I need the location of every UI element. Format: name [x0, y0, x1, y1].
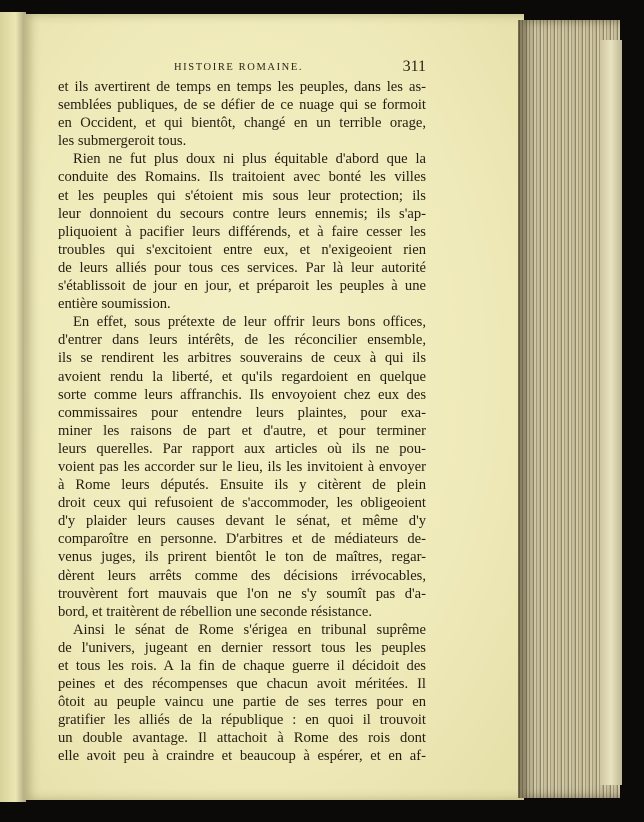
text-line: venus juges, ils prirent bientôt le ton de maîtres, regar- [58, 549, 426, 566]
text-line: bord, et traitèrent de rébellion une seconde résistance. [58, 603, 373, 620]
text-line: et tous les rois. A la fin de chaque guerre il décidoit des [58, 658, 426, 674]
text-line: ôtoit au peuple vaincu une partie de ses terres pour en [58, 694, 426, 711]
text-line: pliquoient à pacifier leurs différends, et à faire cesser les [58, 223, 426, 240]
page-number: 311 [402, 58, 426, 75]
text-line: et ils avertirent de temps en temps les peuples, dans les as- [58, 79, 426, 95]
facing-page-edge [0, 12, 26, 802]
text-line: comparoître en personne. D'arbitres et de médiateurs de- [58, 531, 426, 548]
running-title: HISTOIRE ROMAINE. [174, 62, 304, 73]
text-line: sorte comme leurs affranchis. Ils envoyoient chez eux des [58, 386, 426, 403]
text-line: semblées publiques, de se défier de ce nuage qui se formoit [58, 97, 426, 114]
text-line: de l'univers, jugeant en dernier ressort tous les peuples [58, 639, 426, 656]
text-line: leurs querelles. Par rapport aux articles où ils ne pou- [58, 440, 426, 457]
text-line: d'y plaider leurs causes devant le sénat, et même d'y [58, 513, 426, 530]
text-line: En effet, sous prétexte de leur offrir leurs bons offices, [73, 314, 426, 331]
text-line: gratifier les alliés de la république : en quoi il trouvoit [58, 712, 426, 729]
text-line: trouvèrent fort mauvais que l'on ne s'y soumît pas d'a- [58, 585, 426, 602]
text-line: commissaires pour entendre leurs plaintes, pour exa- [58, 404, 426, 421]
page-header [58, 58, 426, 78]
text-line: troubles qui s'excitoient entre eux, et n'exigeoient rien [58, 241, 426, 258]
text-line: peines et des récompenses que chacun avoit méritées. Il [58, 676, 426, 693]
text-line: à Rome leurs députés. Ensuite ils y citèrent de plein [58, 477, 426, 494]
text-line: dèrent leurs arrêts comme des décisions irrévocables, [58, 567, 426, 584]
text-line: voient pas les accorder sur le lieu, ils les invitoient à envoyer [58, 458, 426, 475]
text-line: avoient rendu la liberté, et qu'ils regardoient en quelque [58, 368, 426, 385]
text-line: miner les raisons de part et d'autre, et pour terminer [58, 422, 426, 439]
text-line: entière soumission. [58, 296, 171, 313]
text-line: les submergeroit tous. [58, 133, 187, 150]
text-line: et les peuples qui s'étoient mis sous leur protection; ils [58, 187, 426, 204]
text-line: leur donnoient du secours contre leurs ennemis; ils s'ap- [58, 205, 426, 222]
text-line: Ainsi le sénat de Rome s'érigea en tribunal suprême [73, 621, 426, 638]
text-line: elle avoit peu à craindre et beaucoup à espérer, et en af- [58, 748, 426, 765]
text-line: en Occident, et qui bientôt, changé en un terrible orage, [58, 115, 426, 132]
text-line: de leurs alliés pour tous ces services. Par là leur autorité [58, 259, 426, 276]
text-line: Rien ne fut plus doux ni plus équitable d'abord que la [73, 151, 426, 168]
text-line: droit ceux qui refusoient de s'accommoder, les obligeoient [58, 495, 426, 512]
text-line: ils se rendirent les arbitres souverains de ceux à qui ils [58, 350, 426, 367]
page-block-edges-outer [600, 40, 622, 785]
text-line: un double avantage. Il attachoit à Rome des rois dont [58, 730, 426, 747]
text-line: s'établissoit de jour en jour, et préparoit les peuples à une [58, 278, 426, 295]
text-line: d'entrer dans leurs intérêts, de les réconcilier ensemble, [58, 332, 426, 349]
body-text [58, 78, 426, 766]
text-line: conduite des Romains. Ils traitoient avec bonté les villes [58, 169, 426, 186]
